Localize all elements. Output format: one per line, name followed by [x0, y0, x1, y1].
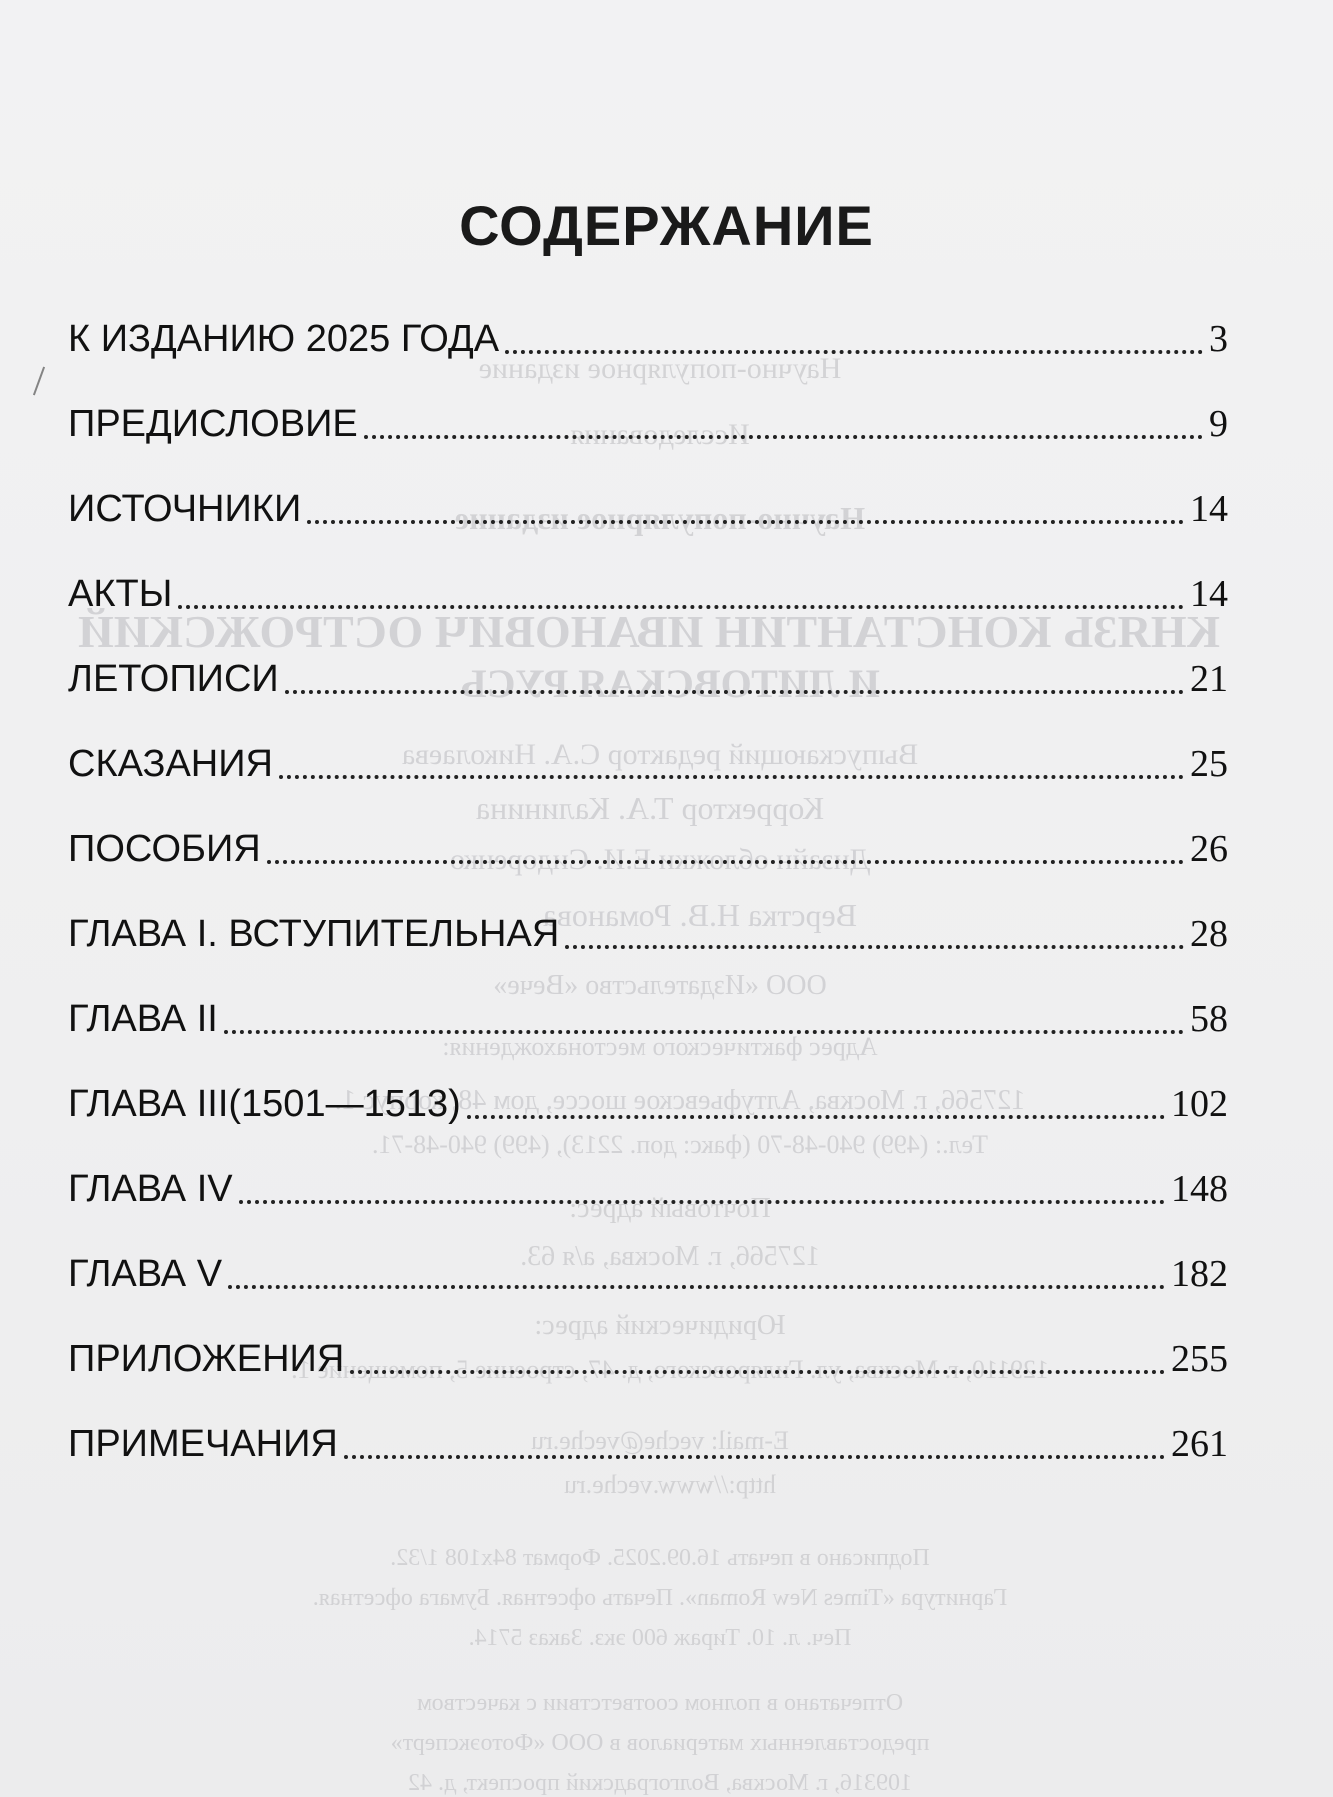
- toc-entry: [68, 1077, 1228, 1127]
- dot-leader: [307, 520, 1184, 524]
- toc-entry-page: 58: [1190, 998, 1228, 1040]
- toc-entry-page: 182: [1171, 1253, 1228, 1295]
- toc-entry-title: ИСТОЧНИКИ: [68, 488, 302, 530]
- dot-leader: [364, 435, 1203, 439]
- toc-entry-page: 25: [1190, 743, 1228, 785]
- toc-entry-page: 26: [1190, 828, 1228, 870]
- dot-leader: [565, 945, 1184, 949]
- toc-entry-page: 21: [1190, 658, 1228, 700]
- toc-entry-page: 9: [1209, 403, 1228, 445]
- toc-entry: [68, 737, 1228, 787]
- toc-entry-page: 3: [1209, 318, 1228, 360]
- toc-entry-title: ПРИЛОЖЕНИЯ: [68, 1338, 345, 1380]
- toc-entry: [68, 1247, 1228, 1297]
- toc-entry: [68, 1417, 1228, 1467]
- toc-entry-title: ПОСОБИЯ: [68, 828, 261, 870]
- dot-leader: [267, 860, 1184, 864]
- toc-entry-title: ГЛАВА I. ВСТУПИТЕЛЬНАЯ: [68, 913, 560, 955]
- toc-entry: [68, 1162, 1228, 1212]
- dot-leader: [279, 775, 1184, 779]
- toc-entry-page: 28: [1190, 913, 1228, 955]
- toc-entry-title: К ИЗДАНИЮ 2025 ГОДА: [68, 318, 500, 360]
- toc-entry-title: ЛЕТОПИСИ: [68, 658, 279, 700]
- dot-leader: [285, 690, 1184, 694]
- dot-leader: [178, 605, 1184, 609]
- toc-entry-title: ГЛАВА III(1501—1513): [68, 1083, 461, 1125]
- toc-entry: [68, 312, 1228, 362]
- page-title: СОДЕРЖАНИЕ: [459, 194, 874, 257]
- toc-entry-title: ГЛАВА II: [68, 998, 218, 1040]
- dot-leader: [224, 1030, 1184, 1034]
- toc-entry-page: 148: [1171, 1168, 1228, 1210]
- toc-entry-page: 261: [1171, 1423, 1228, 1465]
- toc-entry: [68, 992, 1228, 1042]
- pencil-mark: [33, 367, 45, 396]
- dot-leader: [505, 350, 1203, 354]
- toc-entry: [68, 482, 1228, 532]
- toc-entry-title: ПРИМЕЧАНИЯ: [68, 1423, 338, 1465]
- toc-entry-title: ГЛАВА IV: [68, 1168, 233, 1210]
- toc-entry-title: ПРЕДИСЛОВИЕ: [68, 403, 358, 445]
- toc-entry-title: АКТЫ: [68, 573, 173, 615]
- dot-leader: [467, 1115, 1165, 1119]
- toc-entry: [68, 397, 1228, 447]
- toc-entry: [68, 1332, 1228, 1382]
- dot-leader: [228, 1285, 1165, 1289]
- toc-entry: [68, 652, 1228, 702]
- toc-entry-page: 14: [1190, 573, 1228, 615]
- toc-entry-page: 102: [1171, 1083, 1228, 1125]
- dot-leader: [239, 1200, 1165, 1204]
- toc-entry-title: СКАЗАНИЯ: [68, 743, 273, 785]
- toc-entry: [68, 567, 1228, 617]
- bleed-through-text: Научно-популярное издание Исследования Научно-популярное издание КНЯЗЬ КОНСТАНТИН ИВАНОВИЧ ОСТРОЖСКИЙ И ЛИТОВСКАЯ РУСЬ Выпускающий редактор С.А. Николаева Корректор Т.А. Калинина Дизайн обложки Е.И. Сидоренко Верстка Н.В. Романова ООО «Издательство «Вече» Адрес фактического местонахождения: 127566, г. Москва, Алтуфьевское шоссе, дом 48, корпус 1. Тел.: (499) 940-48-70 (факс: доп. 2213), (499) 940-48-71. Почтовый адрес: 127566, г. Москва, а/я 63. Юридический адрес: 129110, г. Москва, ул. Гиляровского, д. 47, строение 5, помещение 1. E-mail: veche@veche.ru http://www.veche.ru Подписано в печать 16.09.2025. Формат 84х108 1/32. Гарнитура «Times New Roman». Печать офсетная. Бумага офсетная. Печ. л. 10. Тираж 600 экз. Заказ 5714. Отпечатано в полном соответствии с качеством предоставленных материалов в ООО «Фотоэксперт» 109316, г. Москва, Волгоградский проспект, д. 42: [78, 352, 1220, 1796]
- toc-entry-page: 14: [1190, 488, 1228, 530]
- toc-entry-page: 255: [1171, 1338, 1228, 1380]
- toc-entry: [68, 822, 1228, 872]
- dot-leader: [344, 1455, 1165, 1459]
- dot-leader: [350, 1370, 1165, 1374]
- toc-entry: [68, 907, 1228, 957]
- toc-entry-title: ГЛАВА V: [68, 1253, 223, 1295]
